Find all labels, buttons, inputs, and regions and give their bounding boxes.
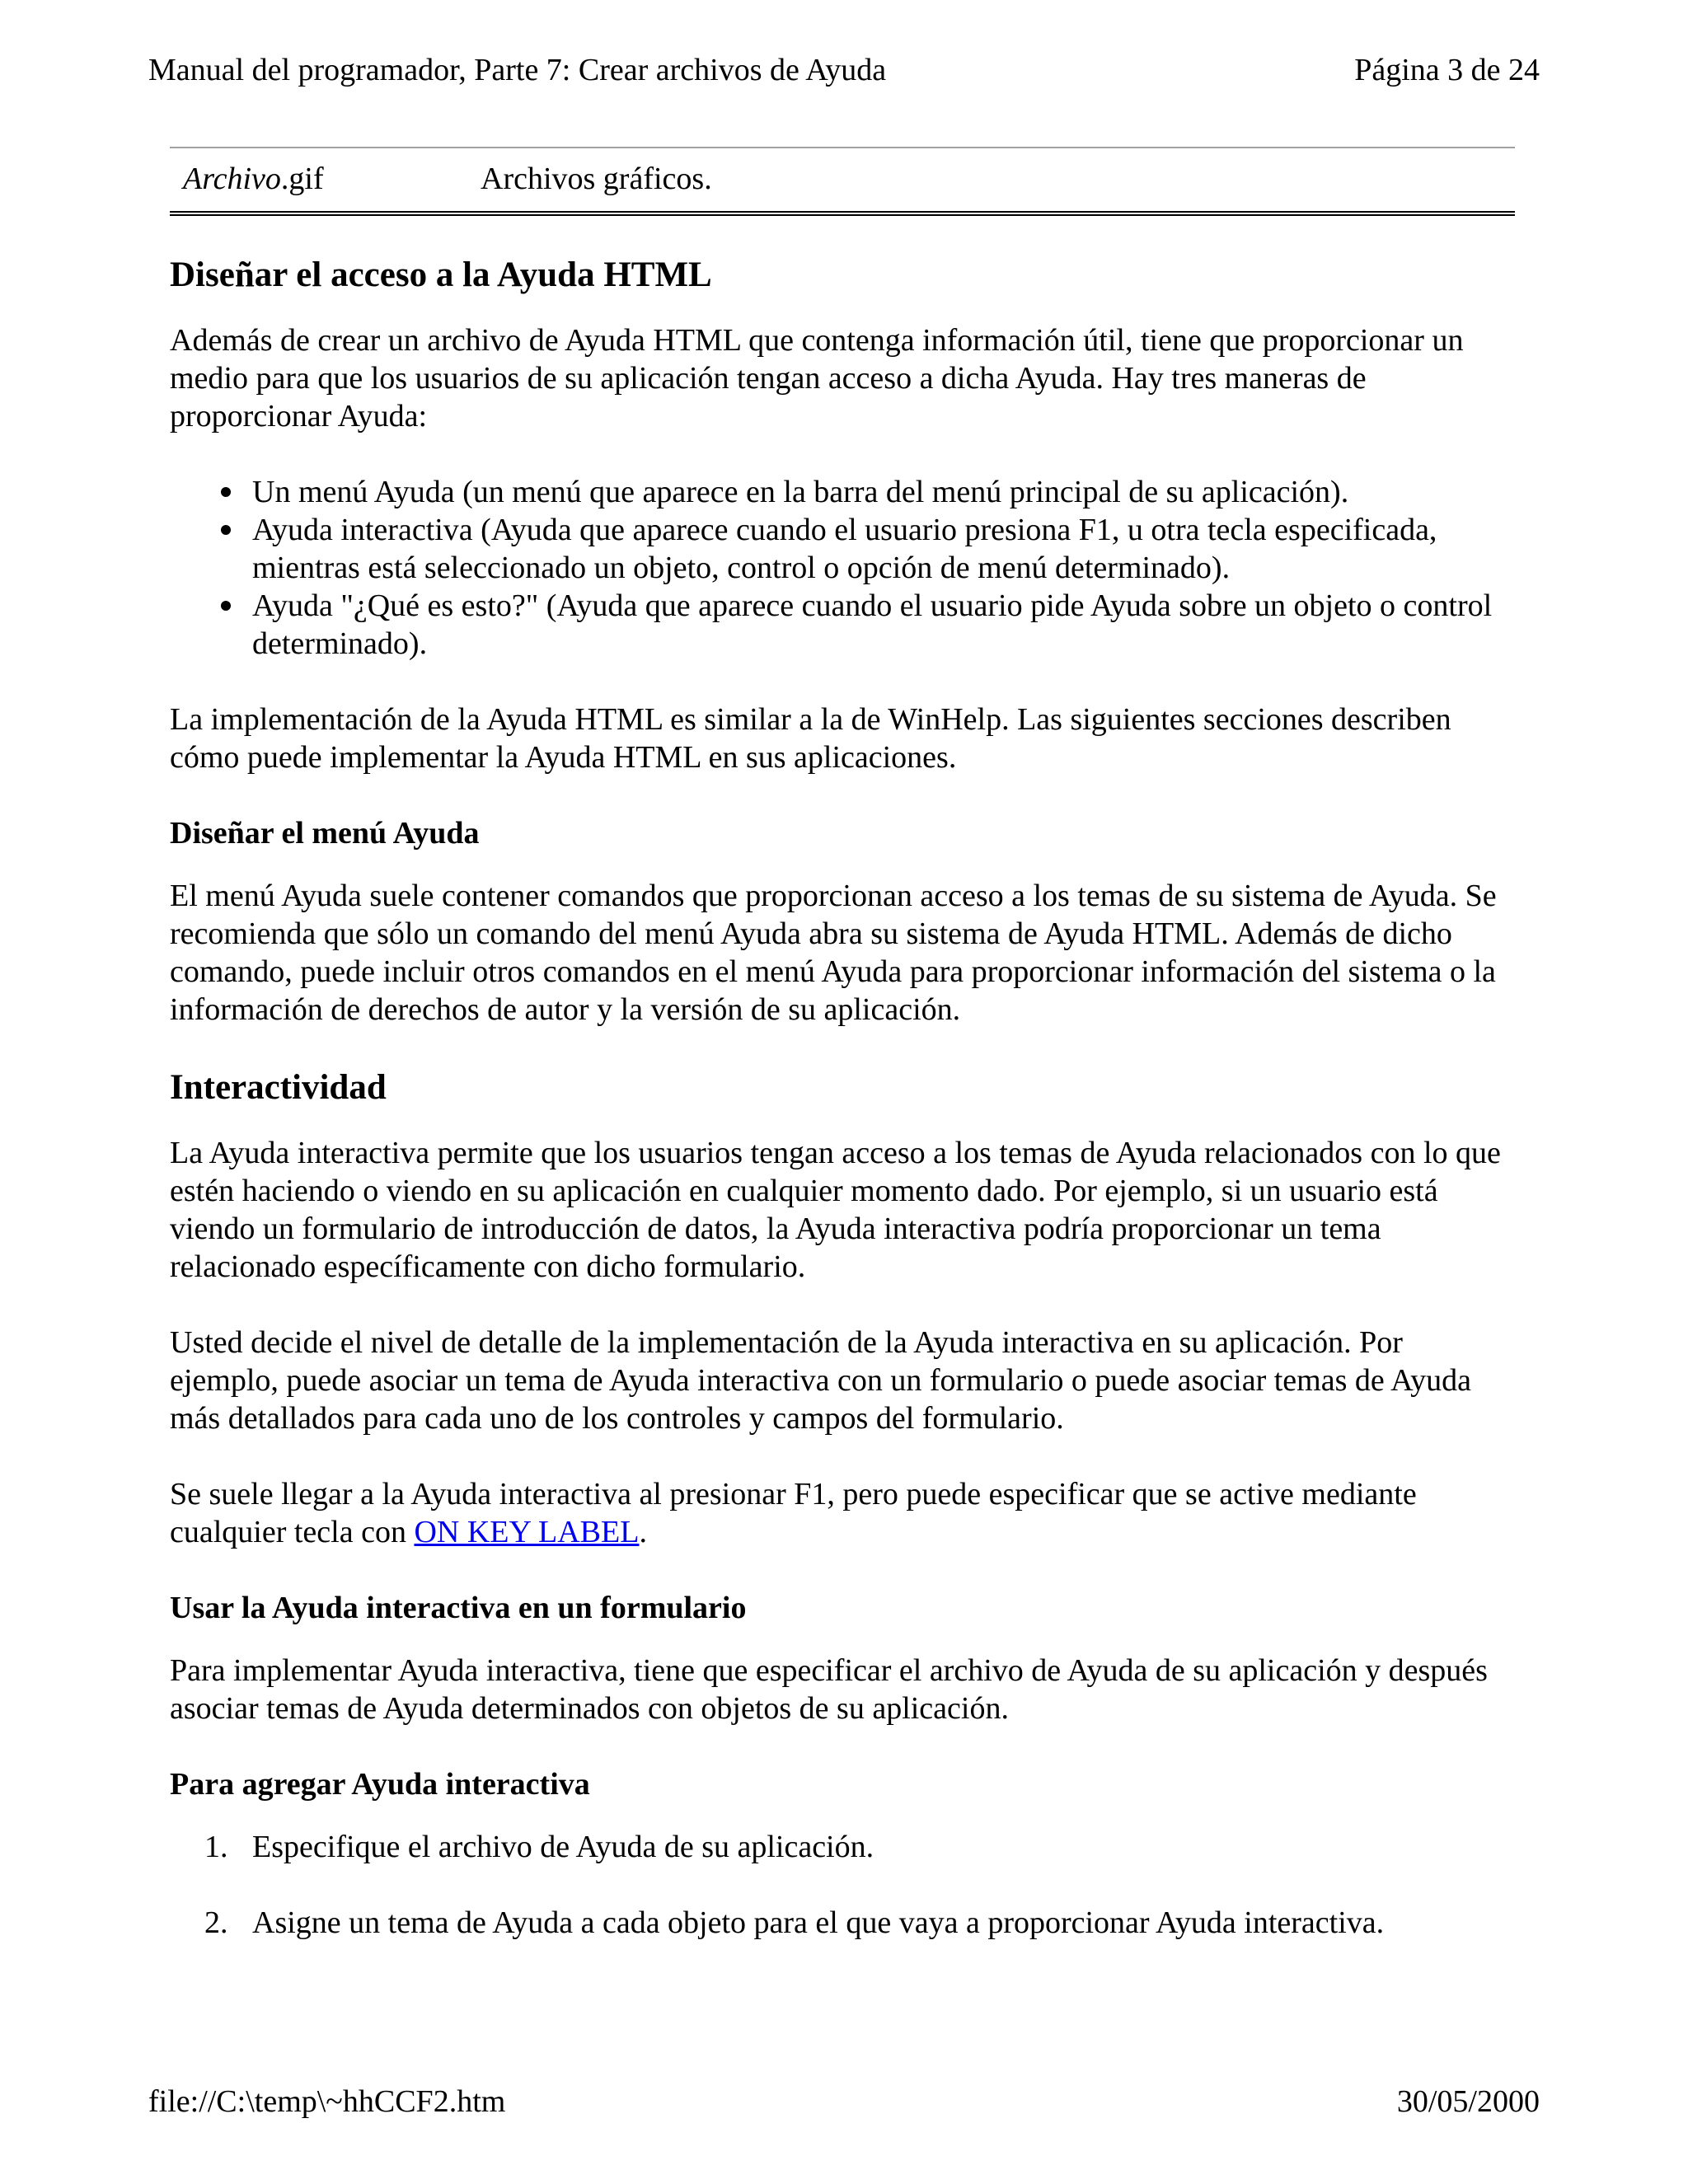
list-item xyxy=(252,511,1515,587)
bullet-icon xyxy=(221,601,231,611)
procedure-heading: Para agregar Ayuda interactiva xyxy=(170,1767,590,1802)
file-name-cell xyxy=(170,148,467,213)
help-methods-list xyxy=(170,473,1515,663)
page-header xyxy=(148,49,1540,91)
section-intro: Además de crear un archivo de Ayuda HTML que contenga información útil, tiene que proporcionar un medio para que los usuarios de su aplicación tengan acceso a dicha Ayuda. Hay tres maneras de proporcionar Ayuda: xyxy=(170,323,1464,434)
list-item-text: Ayuda interactiva (Ayuda que aparece cuando el usuario presiona F1, u otra tecla especificada, mientras está seleccionado un objeto, control o opción de menú determinado). xyxy=(252,513,1437,585)
interactivity-para-3 xyxy=(170,1475,1515,1551)
subsection-heading-form: Usar la Ayuda interactiva en un formulario xyxy=(170,1591,747,1625)
subsection-text-form: Para implementar Ayuda interactiva, tiene que especificar el archivo de Ayuda de su aplicación y después asociar temas de Ayuda determinados con objetos de su aplicación. xyxy=(170,1653,1488,1726)
section-heading-interactivity: Interactividad xyxy=(170,1068,387,1107)
step-text: Especifique el archivo de Ayuda de su aplicación. xyxy=(252,1830,874,1864)
step-number: 2. xyxy=(204,1905,228,1940)
file-path: file://C:\temp\~hhCCF2.htm xyxy=(148,2084,506,2119)
procedure-steps xyxy=(170,1828,1515,1942)
list-item xyxy=(204,1904,1515,1942)
document-body xyxy=(170,147,1515,1980)
para-text-end: . xyxy=(639,1515,647,1549)
bullet-icon xyxy=(221,487,231,497)
list-item xyxy=(252,473,1515,511)
interactivity-para-1: La Ayuda interactiva permite que los usuarios tengan acceso a los temas de Ayuda relacionados con lo que estén haciendo o viendo en su aplicación en cualquier momento dado. Por ejemplo, si un usuario está viendo un formulario de introducción de datos, la Ayuda interactiva podría proporcionar un tema relacionado específicamente con dicho formulario. xyxy=(170,1136,1501,1284)
list-item-text: Ayuda "¿Qué es esto?" (Ayuda que aparece cuando el usuario pide Ayuda sobre un objeto o control determinado). xyxy=(252,588,1493,661)
step-text: Asigne un tema de Ayuda a cada objeto para el que vaya a proporcionar Ayuda interactiva. xyxy=(252,1905,1385,1940)
file-type-table xyxy=(170,147,1515,216)
list-item xyxy=(252,587,1515,663)
file-name-italic: Archivo xyxy=(183,162,281,196)
table-row xyxy=(170,148,1515,213)
page-number: Página 3 de 24 xyxy=(1354,53,1540,87)
subsection-text-menu: El menú Ayuda suele contener comandos que proporcionan acceso a los temas de su sistema de Ayuda. Se recomienda que sólo un comando del menú Ayuda abra su sistema de Ayuda HTML. Además de dicho comando, puede incluir otros comandos en el menú Ayuda para proporcionar información del sistema o la información de derechos de autor y la versión de su aplicación. xyxy=(170,879,1497,1027)
para-text: Se suele llegar a la Ayuda interactiva al presionar F1, pero puede especificar que se active mediante cualquier tecla con xyxy=(170,1477,1417,1549)
file-name-ext: .gif xyxy=(280,162,324,196)
list-item-text: Un menú Ayuda (un menú que aparece en la barra del menú principal de su aplicación). xyxy=(252,475,1349,509)
page-footer xyxy=(148,2081,1540,2122)
bullet-icon xyxy=(221,525,231,535)
on-key-label-link[interactable]: ON KEY LABEL xyxy=(414,1515,640,1549)
section-heading-access: Diseñar el acceso a la Ayuda HTML xyxy=(170,255,712,294)
file-description-cell: Archivos gráficos. xyxy=(481,162,712,196)
step-number: 1. xyxy=(204,1830,228,1864)
document-title: Manual del programador, Parte 7: Crear archivos de Ayuda xyxy=(148,53,887,87)
interactivity-para-2: Usted decide el nivel de detalle de la implementación de la Ayuda interactiva en su aplicación. Por ejemplo, puede asociar un tema de Ayuda interactiva con un formulario o puede asociar temas de Ayuda más detallados para cada uno de los controles y campos del formulario. xyxy=(170,1325,1471,1436)
print-date: 30/05/2000 xyxy=(1396,2084,1540,2119)
section-closing: La implementación de la Ayuda HTML es similar a la de WinHelp. Las siguientes secciones describen cómo puede implementar la Ayuda HTML en sus aplicaciones. xyxy=(170,702,1451,775)
subsection-heading-menu: Diseñar el menú Ayuda xyxy=(170,816,480,851)
list-item xyxy=(204,1828,1515,1866)
